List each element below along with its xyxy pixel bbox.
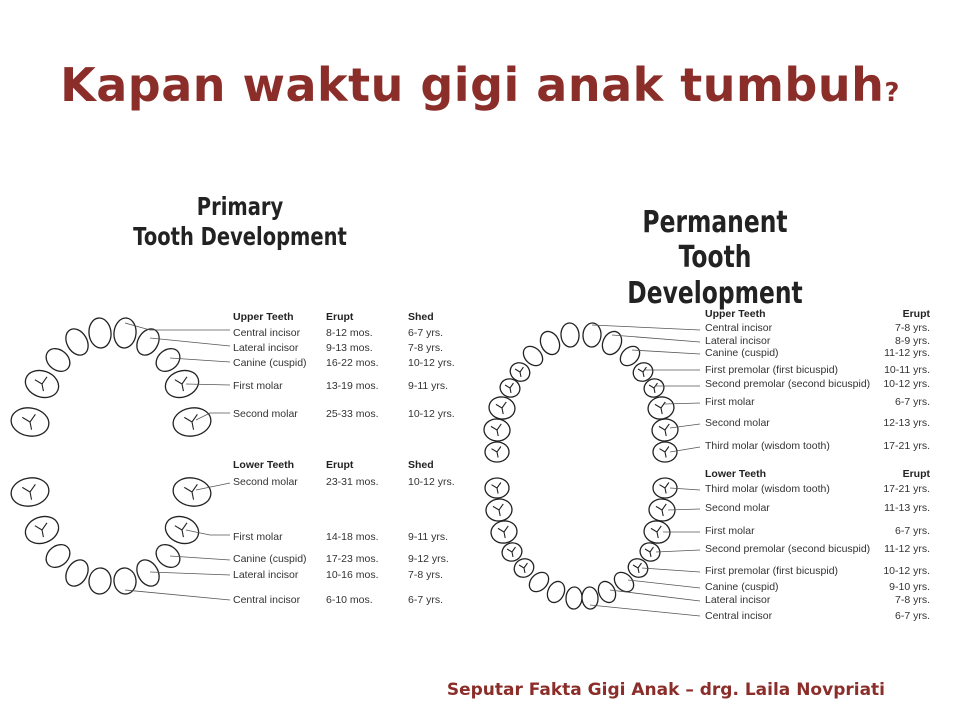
permanent-lower-erupt: 17-21 yrs. <box>883 483 930 495</box>
incisor-tooth-shape <box>581 586 598 609</box>
primary-upper-cell: 7-8 yrs. <box>408 342 444 354</box>
primary-upper-cell: 25-33 mos. <box>326 408 379 420</box>
permanent-lower-tooth: Second premolar (second bicuspid) <box>705 543 871 555</box>
permanent-title-line2: Tooth Development <box>627 240 803 311</box>
permanent-upper-erupt: 10-11 yrs. <box>884 364 930 376</box>
permanent-lower-erupt: 11-13 yrs. <box>884 502 930 514</box>
permanent-lower-tooth: Central incisor <box>705 610 773 622</box>
primary-lower-cell: Central incisor <box>233 594 301 606</box>
leader-line <box>628 580 700 588</box>
permanent-upper-tooth: Canine (cuspid) <box>705 347 779 359</box>
leader-line <box>642 568 700 572</box>
primary-lower-cell: 23-31 mos. <box>326 476 379 488</box>
primary-upper-cell: Central incisor <box>233 327 301 339</box>
primary-upper-cell: 8-12 mos. <box>326 327 373 339</box>
primary-lower-header: Lower Teeth <box>233 459 295 471</box>
primary-lower-cell: Lateral incisor <box>233 569 299 581</box>
permanent-lower-erupt: 6-7 yrs. <box>894 525 930 537</box>
leader-line <box>125 590 230 600</box>
primary-upper-cell: 16-22 mos. <box>326 357 379 369</box>
footer-credit: Seputar Fakta Gigi Anak – drg. Laila Novpriati <box>446 680 885 700</box>
primary-upper-cell: Lateral incisor <box>233 342 299 354</box>
primary-title-line2: Tooth Development <box>133 221 347 251</box>
permanent-upper-erupt: 17-21 yrs. <box>883 440 930 452</box>
primary-upper-cell: 10-12 yrs. <box>408 408 455 420</box>
primary-lower-cell: 10-16 mos. <box>326 569 379 581</box>
primary-upper-cell: 10-12 yrs. <box>408 357 455 369</box>
incisor-tooth-shape <box>582 322 602 347</box>
permanent-lower-erupt: 11-12 yrs. <box>884 543 930 555</box>
permanent-upper-tooth: Second molar <box>705 417 770 429</box>
permanent-lower-tooth: Third molar (wisdom tooth) <box>705 483 830 495</box>
permanent-upper-erupt: 6-7 yrs. <box>894 396 930 408</box>
permanent-lower-erupt: 10-12 yrs. <box>883 565 930 577</box>
leader-line <box>150 572 230 575</box>
permanent-title-line1: Permanent <box>642 205 788 240</box>
primary-upper-cell: First molar <box>233 380 283 392</box>
primary-lower-cell: First molar <box>233 531 283 543</box>
permanent-lower-header: Lower Teeth <box>705 468 767 480</box>
permanent-upper-header: Erupt <box>902 308 930 320</box>
primary-upper-header: Shed <box>408 311 434 323</box>
primary-upper-cell: Canine (cuspid) <box>233 357 307 369</box>
primary-lower-cell: Canine (cuspid) <box>233 553 307 565</box>
permanent-upper-tooth: First molar <box>705 396 755 408</box>
permanent-upper-header: Upper Teeth <box>705 308 766 320</box>
incisor-tooth-shape <box>88 567 113 595</box>
incisor-tooth-shape <box>565 586 582 609</box>
primary-lower-cell: 7-8 yrs. <box>408 569 444 581</box>
primary-lower-cell: 17-23 mos. <box>326 553 379 565</box>
primary-lower-cell: 9-11 yrs. <box>408 531 449 543</box>
primary-lower-cell: Second molar <box>233 476 298 488</box>
primary-title-line1: Primary <box>196 192 284 221</box>
permanent-upper-erupt: 8-9 yrs. <box>894 335 930 347</box>
leader-line <box>590 605 700 616</box>
permanent-lower-tooth: First molar <box>705 525 755 537</box>
primary-upper-cell: 6-7 yrs. <box>408 327 444 339</box>
slide-title-qmark: ? <box>884 78 900 108</box>
incisor-tooth-shape <box>87 317 112 349</box>
incisor-tooth-shape <box>599 328 625 357</box>
permanent-upper-tooth: Lateral incisor <box>705 335 771 347</box>
leader-line <box>150 338 230 346</box>
incisor-tooth-shape <box>560 322 580 347</box>
permanent-lower-tooth: Canine (cuspid) <box>705 581 779 593</box>
primary-lower-header: Shed <box>408 459 434 471</box>
permanent-upper-tooth: Central incisor <box>705 322 773 334</box>
primary-lower-cell: 14-18 mos. <box>326 531 379 543</box>
incisor-tooth-shape <box>112 317 137 349</box>
leader-line <box>656 550 700 552</box>
primary-upper-cell: 13-19 mos. <box>326 380 379 392</box>
leader-line <box>125 323 230 330</box>
permanent-upper-erupt: 11-12 yrs. <box>884 347 930 359</box>
permanent-upper-tooth: Second premolar (second bicuspid) <box>705 378 871 390</box>
permanent-lower-erupt: 7-8 yrs. <box>894 594 930 606</box>
primary-lower-cell: 9-12 yrs. <box>408 553 449 565</box>
permanent-upper-tooth: First premolar (first bicuspid) <box>705 364 839 376</box>
primary-lower-cell: 10-12 yrs. <box>408 476 455 488</box>
leader-line <box>610 590 700 601</box>
primary-upper-cell: Second molar <box>233 408 298 420</box>
permanent-upper-erupt: 10-12 yrs. <box>883 378 930 390</box>
primary-lower-cell: 6-7 yrs. <box>408 594 444 606</box>
permanent-lower-erupt: 9-10 yrs. <box>889 581 930 593</box>
primary-upper-header: Upper Teeth <box>233 311 294 323</box>
permanent-lower-erupt: 6-7 yrs. <box>894 610 930 622</box>
permanent-upper-erupt: 12-13 yrs. <box>883 417 930 429</box>
permanent-lower-tooth: Lateral incisor <box>705 594 771 606</box>
leader-line <box>612 335 700 342</box>
primary-upper-cell: 9-11 yrs. <box>408 380 449 392</box>
leader-line <box>592 325 700 330</box>
permanent-lower-tooth: First premolar (first bicuspid) <box>705 565 839 577</box>
primary-lower-header: Erupt <box>326 459 354 471</box>
permanent-upper-tooth: Third molar (wisdom tooth) <box>705 440 830 452</box>
slide-title-text: Kapan waktu gigi anak tumbuh <box>60 58 885 112</box>
permanent-lower-header: Erupt <box>902 468 930 480</box>
primary-upper-header: Erupt <box>326 311 354 323</box>
primary-lower-cell: 6-10 mos. <box>326 594 373 606</box>
permanent-lower-tooth: Second molar <box>705 502 770 514</box>
leader-line <box>632 350 700 354</box>
permanent-upper-erupt: 7-8 yrs. <box>894 322 930 334</box>
primary-upper-cell: 9-13 mos. <box>326 342 373 354</box>
